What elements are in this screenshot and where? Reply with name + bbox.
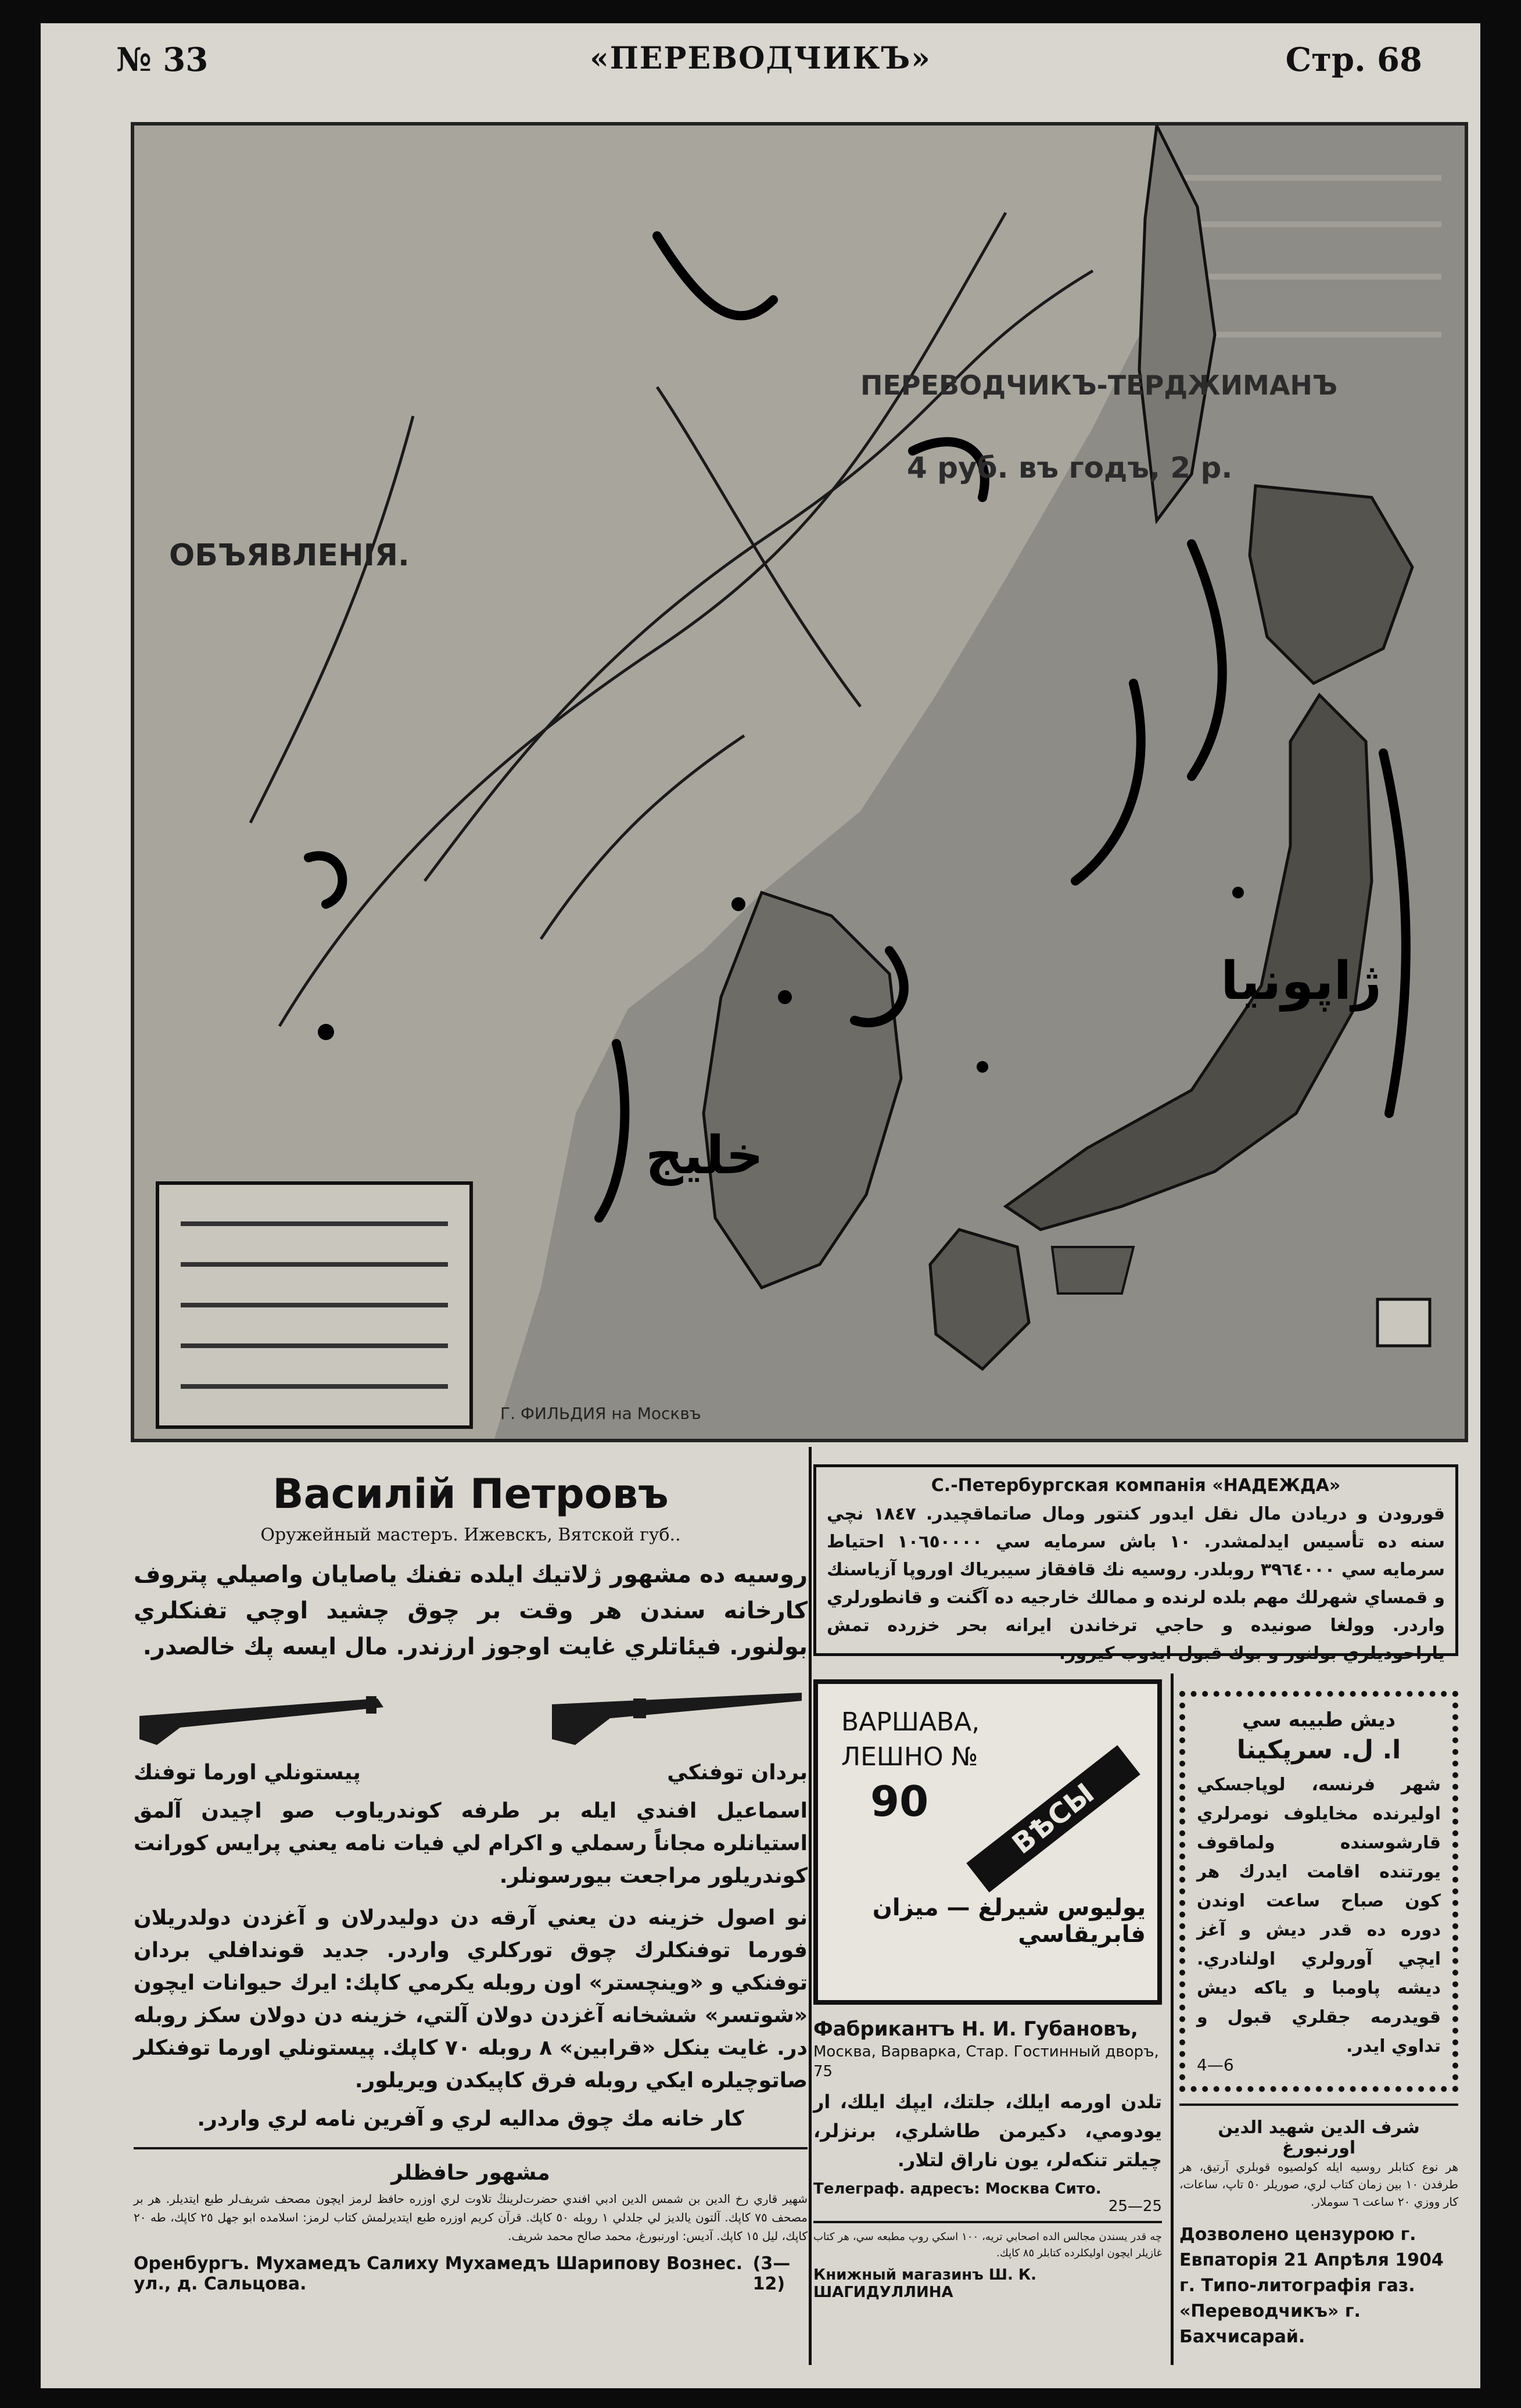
map-journal-name: ПЕРЕВОДЧИКЪ-ТЕРДЖИМАНЪ [860,370,1338,401]
sharafuddin-text: هر نوع كتابلر روسيه ايله كولصيوه قوبلري آرتيق، هر طرفدن ١٠ بين زمان كتاب لري، صوريلر ٥٠ تاپ، ساعات، كار ووزي ٢٠ ساعت ٦ سوملار. [1179,2160,1458,2209]
map-illustration [134,126,1465,1439]
label-berdan-rifle: بردان توفنكي [667,1761,808,1784]
petrov-text-3: نو اصول خزينه دن يعني آرقه دن دوليدرلان و آغزدن دولدريلان فورما توفنكلرك چوق توركلري واردر. جديد قوندافلي بردان توفنكي و «وينچستر» اون روبله يكرمي كاپك: ايرك حيوانات ايچون «شوتسر» ششخانه آغزدن دولان آلتي، خزينه دن دولان سكز روبله در. غايت ينكل «قرابين» ٨ روبله ٧٠ كاپك. پيستونلي اورما توفنكلر صاتوچيلره ايكي روبله فرق كاپيكدن ويريلور. [134,1906,808,2092]
page-number: Стр. 68 [1285,41,1422,79]
shaginul-label: Книжный магазинъ Ш. К. ШАГИДУЛЛИНА [813,2266,1037,2301]
dentist-name: ا. ل. سرپكينا [1236,1735,1401,1765]
gubanov-ad [813,2016,1162,2215]
gubanov-address: Москва, Варварка, Стар. Гостинный дворъ, 75 [813,2043,1159,2080]
dentist-title: ديش طبيبه سي [1242,1708,1396,1732]
bottom-ad-title: مشهور حافظلر [391,2161,550,2185]
map-of-far-east [131,122,1468,1442]
bottom-ad-text: شهير قاري رخ الدين بن شمس الدين ادبي افندي حضرت‌لرينڭ تلاوت لري اوزره حافظ لرمز ايچون مصحف شريف‌لر طبع ايتديلر. هر بر مصحف ٧٥ كاپك. آلتون يالديز لي جلدلي ١ روبله ٥٠ كاپك. قرآن كريم اوزره طبع ايتديرلمش كتاب لرمز: اسلامده ابو جهل ٢٥ كاپك، طه ٢٠ كاپك، ليل ١٥ كاپك. آديس: اورنبورغ، محمد صالح محمد شريف. [134,2192,808,2243]
mid-rule [813,2221,1162,2223]
dentist-number: 4—6 [1197,2055,1234,2074]
map-price-line: 4 руб. въ годъ, 2 р. [907,451,1233,485]
rifle-icon [134,1675,808,1757]
newspaper-page [41,23,1480,2388]
gubanov-arabic: تلدن اورمه ايلك، جلتك، ايپك ايلك، ار يودومي، دكيرمن طاشلري، برنزلر، چيلتر تنكه‌لر، يون ناراق لتلار. [813,2091,1162,2171]
warsaw-scales-ad [813,1679,1162,2005]
orenburg-number: (3—12) [752,2253,791,2294]
map-footer-note: Г. ФИЛЬДИЯ на Москвъ [500,1404,701,1423]
map-arabic-label-1: خليج [645,1125,764,1186]
right-rule [1179,2104,1458,2106]
middle-column [813,1679,1162,2301]
page-header [41,23,1480,110]
sharafuddin-title: شرف الدين شهيد الدين اورنبورغ [1218,2117,1420,2158]
column-divider-left [809,1447,812,2365]
orenburg-address: Оренбургъ. Мухамедъ Салиху Мухамедъ Шарипову Вознес. ул., д. Сальцова. [134,2253,743,2294]
gubanov-number: 25—25 [1108,2198,1162,2215]
petrov-footer: كار خانه مك چوق مداليه لري و آفرين نامه لري واردر. [197,2107,744,2131]
left-column [134,1459,808,2365]
nadezhda-text: قورودن و دريادن مال نقل ايدور كنتور ومال صاتماقچيدر. ١٨٤٧ نچي سنه ده تأسيس ايدلمشدر. ١٠ باش سرمايه سي ١٠٦٥٠٠٠٠ احتياط سرمايه سي ٣٩٦٤٠٠٠ روبلدر. روسيه نك قافقاز سيبرياك اوروپا آزياسنك و قمساي شهرلك مهم بلده لرنده و ممالك خارجيه ده آگنت و قانطورلري واردر. وولغا صونيده و حاجي ترخاندن ايرانه بحر خزرده تمش ياراحوديلري بولنور و بوك قبول ايدوب كيرور. [827,1504,1445,1664]
nadezhda-title: С.-Петербургская компанія «НАДЕЖДА» [931,1475,1341,1496]
warsaw-arabic: يوليوس شيرلغ — ميزان فابريقاسي [872,1894,1146,1948]
petrov-text-1: روسيه ده مشهور ژلاتيك ايلده تفنك ياصايان واصيلي پتروف كارخانه سندن هر وقت بر چوق چشيد اوچي تفنكلري بولنور. فيئاتلري غايت اوجوز ارزندر. مال ايسه پك خالصدر. [134,1561,808,1660]
petrov-text-2: اسماعيل افندي ايله بر طرفه كوندرياوب صو اچيدن آلمق استيانلره مجاناً رسملي و اكرام لي فيات نامه يعني پرايس كورانت كوندريلور مراجعت بيورسونلر. [134,1799,808,1888]
column-divider-right [1171,1674,1174,2365]
right-column [1179,1691,1458,2350]
warsaw-brand: ВѢСЫ [966,1745,1140,1893]
nadezhda-ad [813,1464,1458,1664]
issue-number: № 33 [116,41,209,79]
gubanov-telegraph: Телеграф. адресъ: Москва Сито. [813,2180,1102,2198]
orenburg-line [134,2245,808,2294]
petrov-name: Василій Петровъ [272,1470,669,1518]
rifle-labels [134,1757,808,1789]
label-percussion-rifle: پيستونلي اورما توفنك [134,1761,361,1784]
gubanov-title: Фабрикантъ Н. И. Губановъ, [813,2018,1138,2041]
newspaper-title: «ПЕРЕВОДЧИКЪ» [590,41,931,76]
warsaw-street: ЛЕШНО № [841,1742,978,1772]
section-rule [134,2147,808,2149]
map-panel-title: ОБЪЯВЛЕНІЯ. [169,538,410,573]
warsaw-city: ВАРШАВА, [841,1707,980,1737]
rifle-illustrations [134,1675,808,1757]
censor-line: Дозволено цензурою г. Евпаторія 21 Апрѣля 1904 г. Типо-литографія газ. «Переводчикъ» г. Бахчисарай. [1179,2224,1444,2347]
dentist-text: شهر فرنسه، لوپاجسكي اوليرنده مخايلوف نومرلري قارشوسنده ولماقوف يورتنده اقامت ايدرك هر كون صباح ساعت اوندن دوره ده قدر ديش و آغز ايچي آورولري اولنادري. ديشه پاومبا و ياكه ديش قويدرمه جقلري قبول و تداوي ايدر. [1197,1775,1441,2056]
shaginul-text: چه قدر يسندن مجالس الده اصحابي تريه، ١٠٠ اسكي روپ مطبعه سي، هر كتاب غازيلر ايچون اوليكلرده كتابلر ٨٥ كاپك. [813,2231,1162,2259]
map-arabic-label-2: ژاپونيا [1221,951,1382,1012]
warsaw-number: 90 [870,1777,929,1826]
petrov-subtitle: Оружейный мастеръ. Ижевскъ, Вятской губ.. [260,1525,681,1545]
dentist-ad [1179,1691,1458,2092]
